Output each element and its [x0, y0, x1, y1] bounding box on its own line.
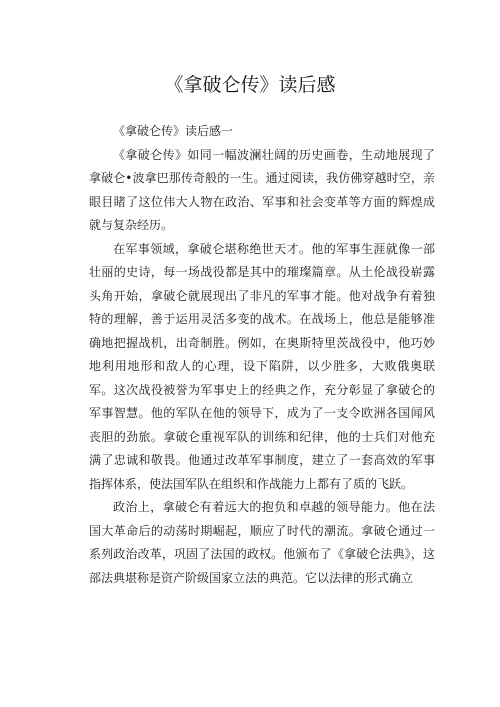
paragraph-intro: 《拿破仑传》如同一幅波澜壮阔的历史画卷，生动地展现了拿破仑•波拿巴那传奇般的一生。通过阅读，我仿佛穿越时空，亲眼目睹了这位伟大人物在政治、军事和社会变革等方面的辉煌成就与复杂经历。	[89, 147, 435, 232]
paragraph-politics: 政治上，拿破仑有着远大的抱负和卓越的领导能力。他在法国大革命后的动荡时期崛起，顺应了时代的潮流。拿破仑通过一系列政治改革，巩固了法国的政权。他颁布了《拿破仑法典》，这部法典堪称是资产阶级国家立法的典范。它以法律的形式确立	[89, 500, 435, 585]
document-body	[89, 120, 435, 590]
section-subheading: 《拿破仑传》读后感一	[113, 124, 234, 138]
paragraph-military: 在军事领域，拿破仑堪称绝世天才。他的军事生涯就像一部壮丽的史诗，每一场战役都是其中的璀璨篇章。从土伦战役崭露头角开始，拿破仑就展现出了非凡的军事才能。他对战争有着独特的理解，善于运用灵活多变的战术。在战场上，他总是能够准确地把握战机，出奇制胜。例如，在奥斯特里茨战役中，他巧妙地利用地形和敌人的心理，设下陷阱，以少胜多，大败俄奥联军。这次战役被誉为军事史上的经典之作，充分彰显了拿破仑的军事智慧。他的军队在他的领导下，成为了一支令欧洲各国闻风丧胆的劲旅。拿破仑重视军队的训练和纪律，他的士兵们对他充满了忠诚和敬畏。他通过改革军事制度，建立了一套高效的军事指挥体系，使法国军队在组织和作战能力上都有了质的飞跃。	[89, 241, 435, 491]
document-title: 《拿破仑传》读后感	[164, 74, 336, 96]
